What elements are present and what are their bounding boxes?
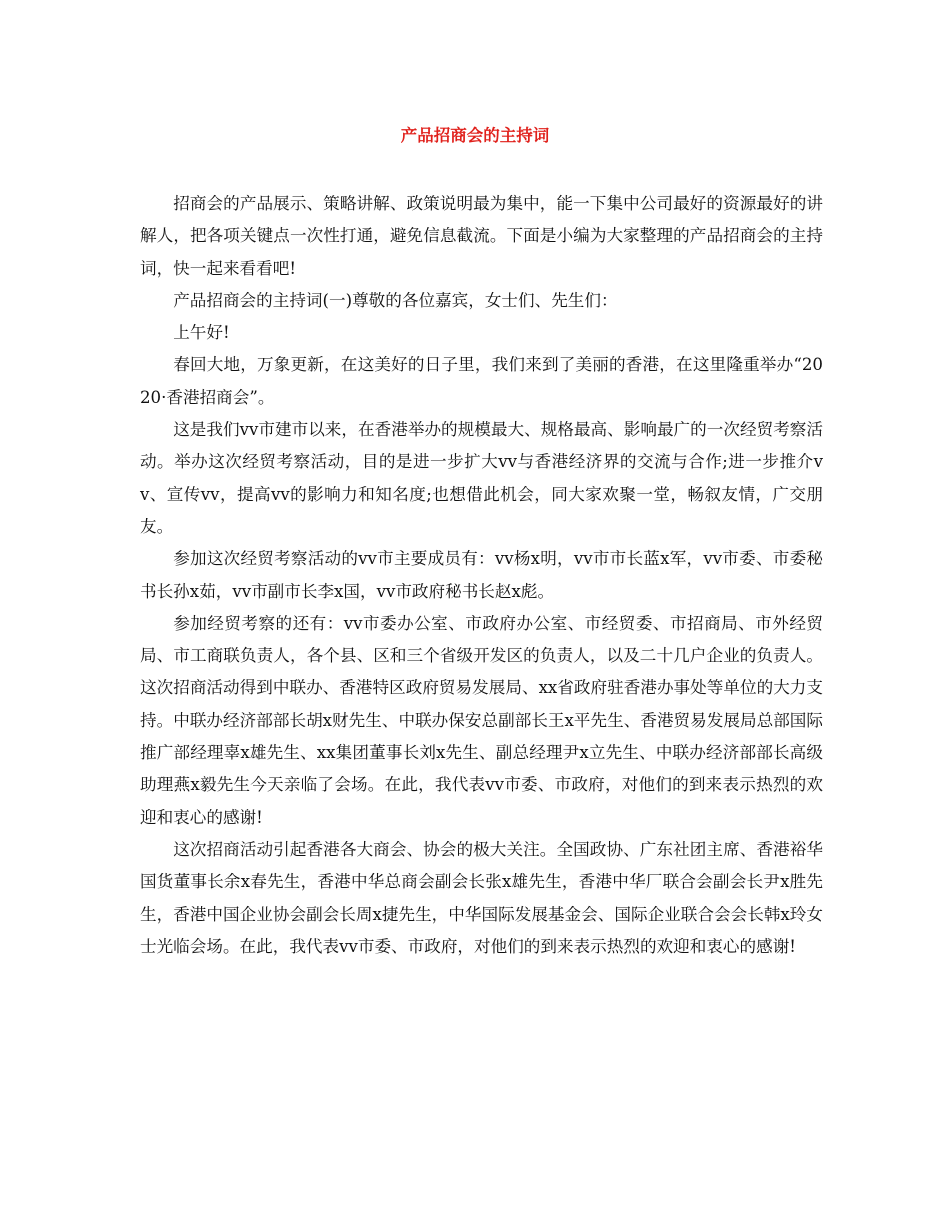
paragraph-guests: 这次招商活动引起香港各大商会、协会的极大关注。全国政协、广东社团主席、香港裕华国货董事长余x春先生，香港中华总商会副会长张x雄先生，香港中华厂联合会副会长尹x胜先生，香港中国企业协会副会长周x捷先生，中华国际发展基金会、国际企业联合会会长韩x玲女士光临会场。在此，我代表vv市委、市政府，对他们的到来表示热烈的欢迎和衷心的感谢! xyxy=(140,839,823,956)
paragraph-purpose: 这是我们vv市建市以来，在香港举办的规模最大、规格最高、影响最广的一次经贸考察活动。举办这次经贸考察活动，目的是进一步扩大vv与香港经济界的交流与合作;进一步推介vv、宣传vv，提高vv的影响力和知名度;也想借此机会，同大家欢聚一堂，畅叙友情，广交朋友。 xyxy=(140,420,823,536)
paragraph-opening: 春回大地，万象更新，在这美好的日子里，我们来到了美丽的香港，在这里隆重举办“2020·香港招商会”。 xyxy=(140,355,823,407)
paragraph-good-morning: 上午好! xyxy=(173,323,230,343)
paragraph-members: 参加这次经贸考察活动的vv市主要成员有：vv杨x明，vv市市长蓝x军，vv市委、市委秘书长孙x茹，vv市副市长李x国，vv市政府秘书长赵x彪。 xyxy=(140,549,823,601)
document-title: 产品招商会的主持词 xyxy=(400,126,550,145)
paragraph-intro: 招商会的产品展示、策略讲解、政策说明最为集中，能一下集中公司最好的资源最好的讲解人，把各项关键点一次性打通，避免信息截流。下面是小编为大家整理的产品招商会的主持词，快一起来看看吧! xyxy=(140,194,823,278)
document-body xyxy=(140,188,823,963)
paragraph-greeting-heading: 产品招商会的主持词(一)尊敬的各位嘉宾，女士们、先生们： xyxy=(173,290,618,310)
paragraph-participants: 参加经贸考察的还有：vv市委办公室、市政府办公室、市经贸委、市招商局、市外经贸局、市工商联负责人，各个县、区和三个省级开发区的负责人，以及二十几户企业的负责人。 这次招商活动得到中联办、香港特区政府贸易发展局、xx省政府驻香港办事处等单位的大力支持。中联办经济部部长胡x财先生、中联办保安总副部长王x平先生、香港贸易发展局总部国际推广部经理辜x雄先生、xx集团董事长刘x先生、副总经理尹x立先生、中联办经济部部长高级助理燕x毅先生今天亲临了会场。在此，我代表vv市委、市政府，对他们的到来表示热烈的欢迎和衷心的感谢! xyxy=(140,613,823,827)
